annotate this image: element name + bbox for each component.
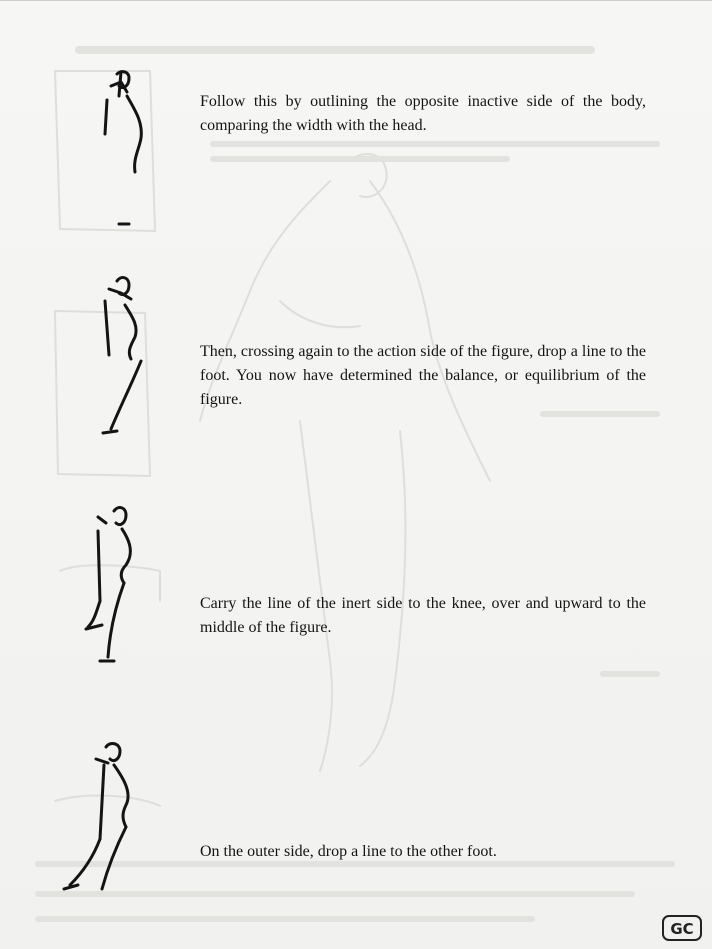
gesture-sketch-1 (95, 66, 160, 236)
publisher-logo (662, 915, 702, 941)
publisher-logo-text: GC (670, 920, 694, 938)
gesture-sketch-3 (80, 501, 160, 671)
step-2-text: Then, crossing again to the action side of the figure, drop a line to the foot. You now have determined the balance, or equilibrium of the figure. (200, 343, 646, 408)
step-3-text: Carry the line of the inert side to the knee, over and upward to the middle of the figure. (200, 595, 646, 636)
step-1-text: Follow this by outlining the opposite inactive side of the body, comparing the width with the head. (200, 93, 646, 134)
gesture-sketch-2 (95, 271, 165, 441)
step-4-text: On the outer side, drop a line to the other foot. (200, 843, 497, 860)
gesture-sketch-4 (60, 739, 160, 899)
